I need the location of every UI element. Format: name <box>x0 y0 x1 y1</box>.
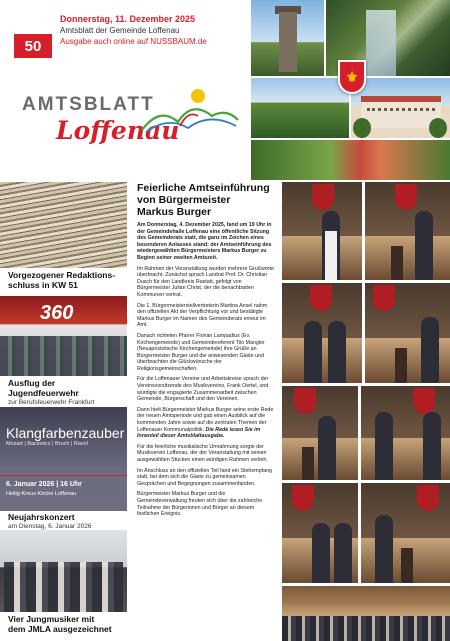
article-paragraph: Im Rahmen der Veranstaltung wurden mehrere Grußworte überbracht. Zunächst sprach Landrat Prof. Dr. Christian Dusch für den Landkreis Rastatt, gefolgt von Bürgermeister Julian Christ, der die benachbarten Kommunen vertrat. <box>137 265 274 298</box>
masthead-logo <box>22 86 242 156</box>
ceremony-photo <box>361 483 450 583</box>
article-lead: Am Donnerstag, 4. Dezember 2025, fand um 19 Uhr in der Gemeindehalle Loffenau eine öffentliche Sitzung des Gemeinderats statt, die ganz im Zeichen eines besonderen Anlasses stand: der Amtseinführung des wiedergewählten Bürgermeisters Markus Burger zu Beginn seiner zweiten Amtszeit. <box>137 222 272 261</box>
article-title[interactable] <box>137 182 275 218</box>
article-paragraph-text: Dann hielt Bürgermeister Markus Burger seine erste Rede der neuen Amtsperiode und gab einen Ausblick auf die kommenden Jahre sowie auf die zentralen Themen der Loffenauer Kommunalpolitik. <box>137 406 274 433</box>
ceremony-photo <box>282 283 362 383</box>
poster-place: Heilig-Kreuz-Kirche Loffenau <box>6 491 77 497</box>
newspaper-stack-photo <box>0 182 127 268</box>
ceremony-photo <box>365 283 450 383</box>
masthead-line2: Loffenau <box>56 116 180 145</box>
teaser-title-line: Neujahrskonzert <box>8 512 75 522</box>
tower-photo <box>251 0 324 76</box>
article-emphasis: Die Rede lesen Sie im Innenteil dieser Amtsblattausgabe. <box>137 426 261 440</box>
article-paragraph: Im Anschluss an den offiziellen Teil fand ein Stehempfang statt, bei dem sich die Gäste zu gemeinsamen Gesprächen und Begegnungen zusammenfanden. <box>137 467 272 487</box>
ceremony-photo <box>282 182 362 280</box>
ceremony-photo <box>282 483 358 583</box>
teaser-title-line: Vorgezogener Redaktions- <box>8 270 116 280</box>
photo-sign-text: 360 <box>40 302 74 324</box>
header-subtitle: Amtsblatt der Gemeinde Loffenau <box>60 26 180 35</box>
ceremony-photo <box>361 386 450 480</box>
article-paragraph: Danach richteten Pfarrer Florian Lampadius (Ev. Kirchengemeinde) und Gemeindereferent Tilo Mangler (Neuapostolische Kirchengemeinde) ihre Grüße an Bürgermeister Burger und die anwesenden Gäste und überbrachten die Glückwünsche der Religionsgemeinschaften. <box>137 332 265 372</box>
teaser-title-line: schluss in KW 51 <box>8 280 78 290</box>
online-notice: Ausgabe auch online auf NUSSBAUM.de <box>60 37 207 46</box>
poster-date: 6. Januar 2026 | 16 Uhr <box>6 481 82 488</box>
article-paragraph <box>137 407 275 440</box>
poster-title: Klangfarbenzauber <box>6 425 125 441</box>
issue-number-badge: 50 <box>14 34 52 58</box>
article-paragraph: Die 1. Bürgermeisterstellvertreterin Martina Ansel nahm den offiziellen Akt der Verpflichtung vor und bestätigte Markus Burger im Namen des Gemeinderats erneut im Amt. <box>137 302 268 329</box>
coat-of-arms-icon: ⚜ <box>338 60 366 94</box>
masthead-line1: AMTSBLATT <box>22 94 155 115</box>
article-paragraph: Für die feierliche musikalische Umrahmung sorgte der Musikverein Loffenau, der der Veranstaltung mit seinen ausgewählten Stücken einen würdigen Rahmen verlieh. <box>137 443 268 463</box>
orchestra-photo <box>282 586 450 641</box>
teaser-jungmusiker[interactable] <box>8 614 112 634</box>
teaser-title-line: Ausflug der <box>8 378 56 388</box>
article-title-line: Markus Burger <box>137 206 212 218</box>
garden-photo <box>251 140 450 180</box>
teaser-subtitle: zur Berufsfeuerwehr Frankfurt <box>8 399 95 406</box>
concert-poster <box>0 407 127 511</box>
article-paragraph: Für die Loffenauer Vereine und Arbeitskreise sprach der Vereinsvorsitzende des Musikvereins, Frank Oertel, und würdigte die engagierte Zusammenarbeit zwischen Gemeinde, Bürgerschaft und den Vereinen. <box>137 376 269 403</box>
firefighters-photo <box>0 296 127 376</box>
teaser-neujahrskonzert[interactable] <box>8 512 75 522</box>
main-article <box>137 182 275 522</box>
issue-date: Donnerstag, 11. Dezember 2025 <box>60 14 196 24</box>
ceremony-photo <box>282 386 358 480</box>
hills-photo <box>251 78 349 138</box>
article-paragraph: Bürgermeister Markus Burger und die Gemeindeverwaltung freuten sich über die zahlreiche Teilnahme der Bürgerinnen und Bürger an diesem festlichen Ereignis. <box>137 491 263 518</box>
header-text <box>60 14 250 47</box>
teaser-redaktionsschluss[interactable] <box>8 270 115 290</box>
ceremony-photo <box>365 182 450 280</box>
article-title-line: von Bürgermeister <box>137 194 231 206</box>
article-title-line: Feierliche Amtseinführung <box>137 182 270 194</box>
landscape-logo-icon <box>140 86 240 136</box>
teaser-title-line: dem JMLA ausgezeichnet <box>8 624 112 634</box>
poster-composers: Mozart | Bacewicz | Bruch | Ravel <box>6 441 88 447</box>
teaser-title-line: Vier Jungmusiker mit <box>8 614 95 624</box>
young-musicians-photo <box>0 530 127 612</box>
teaser-subtitle: am Dienstag, 6. Januar 2026 <box>8 523 92 530</box>
teaser-title-line: Jugendfeuerwehr <box>8 388 79 398</box>
teaser-jugendfeuerwehr[interactable] <box>8 378 79 398</box>
townhall-photo <box>351 78 450 138</box>
